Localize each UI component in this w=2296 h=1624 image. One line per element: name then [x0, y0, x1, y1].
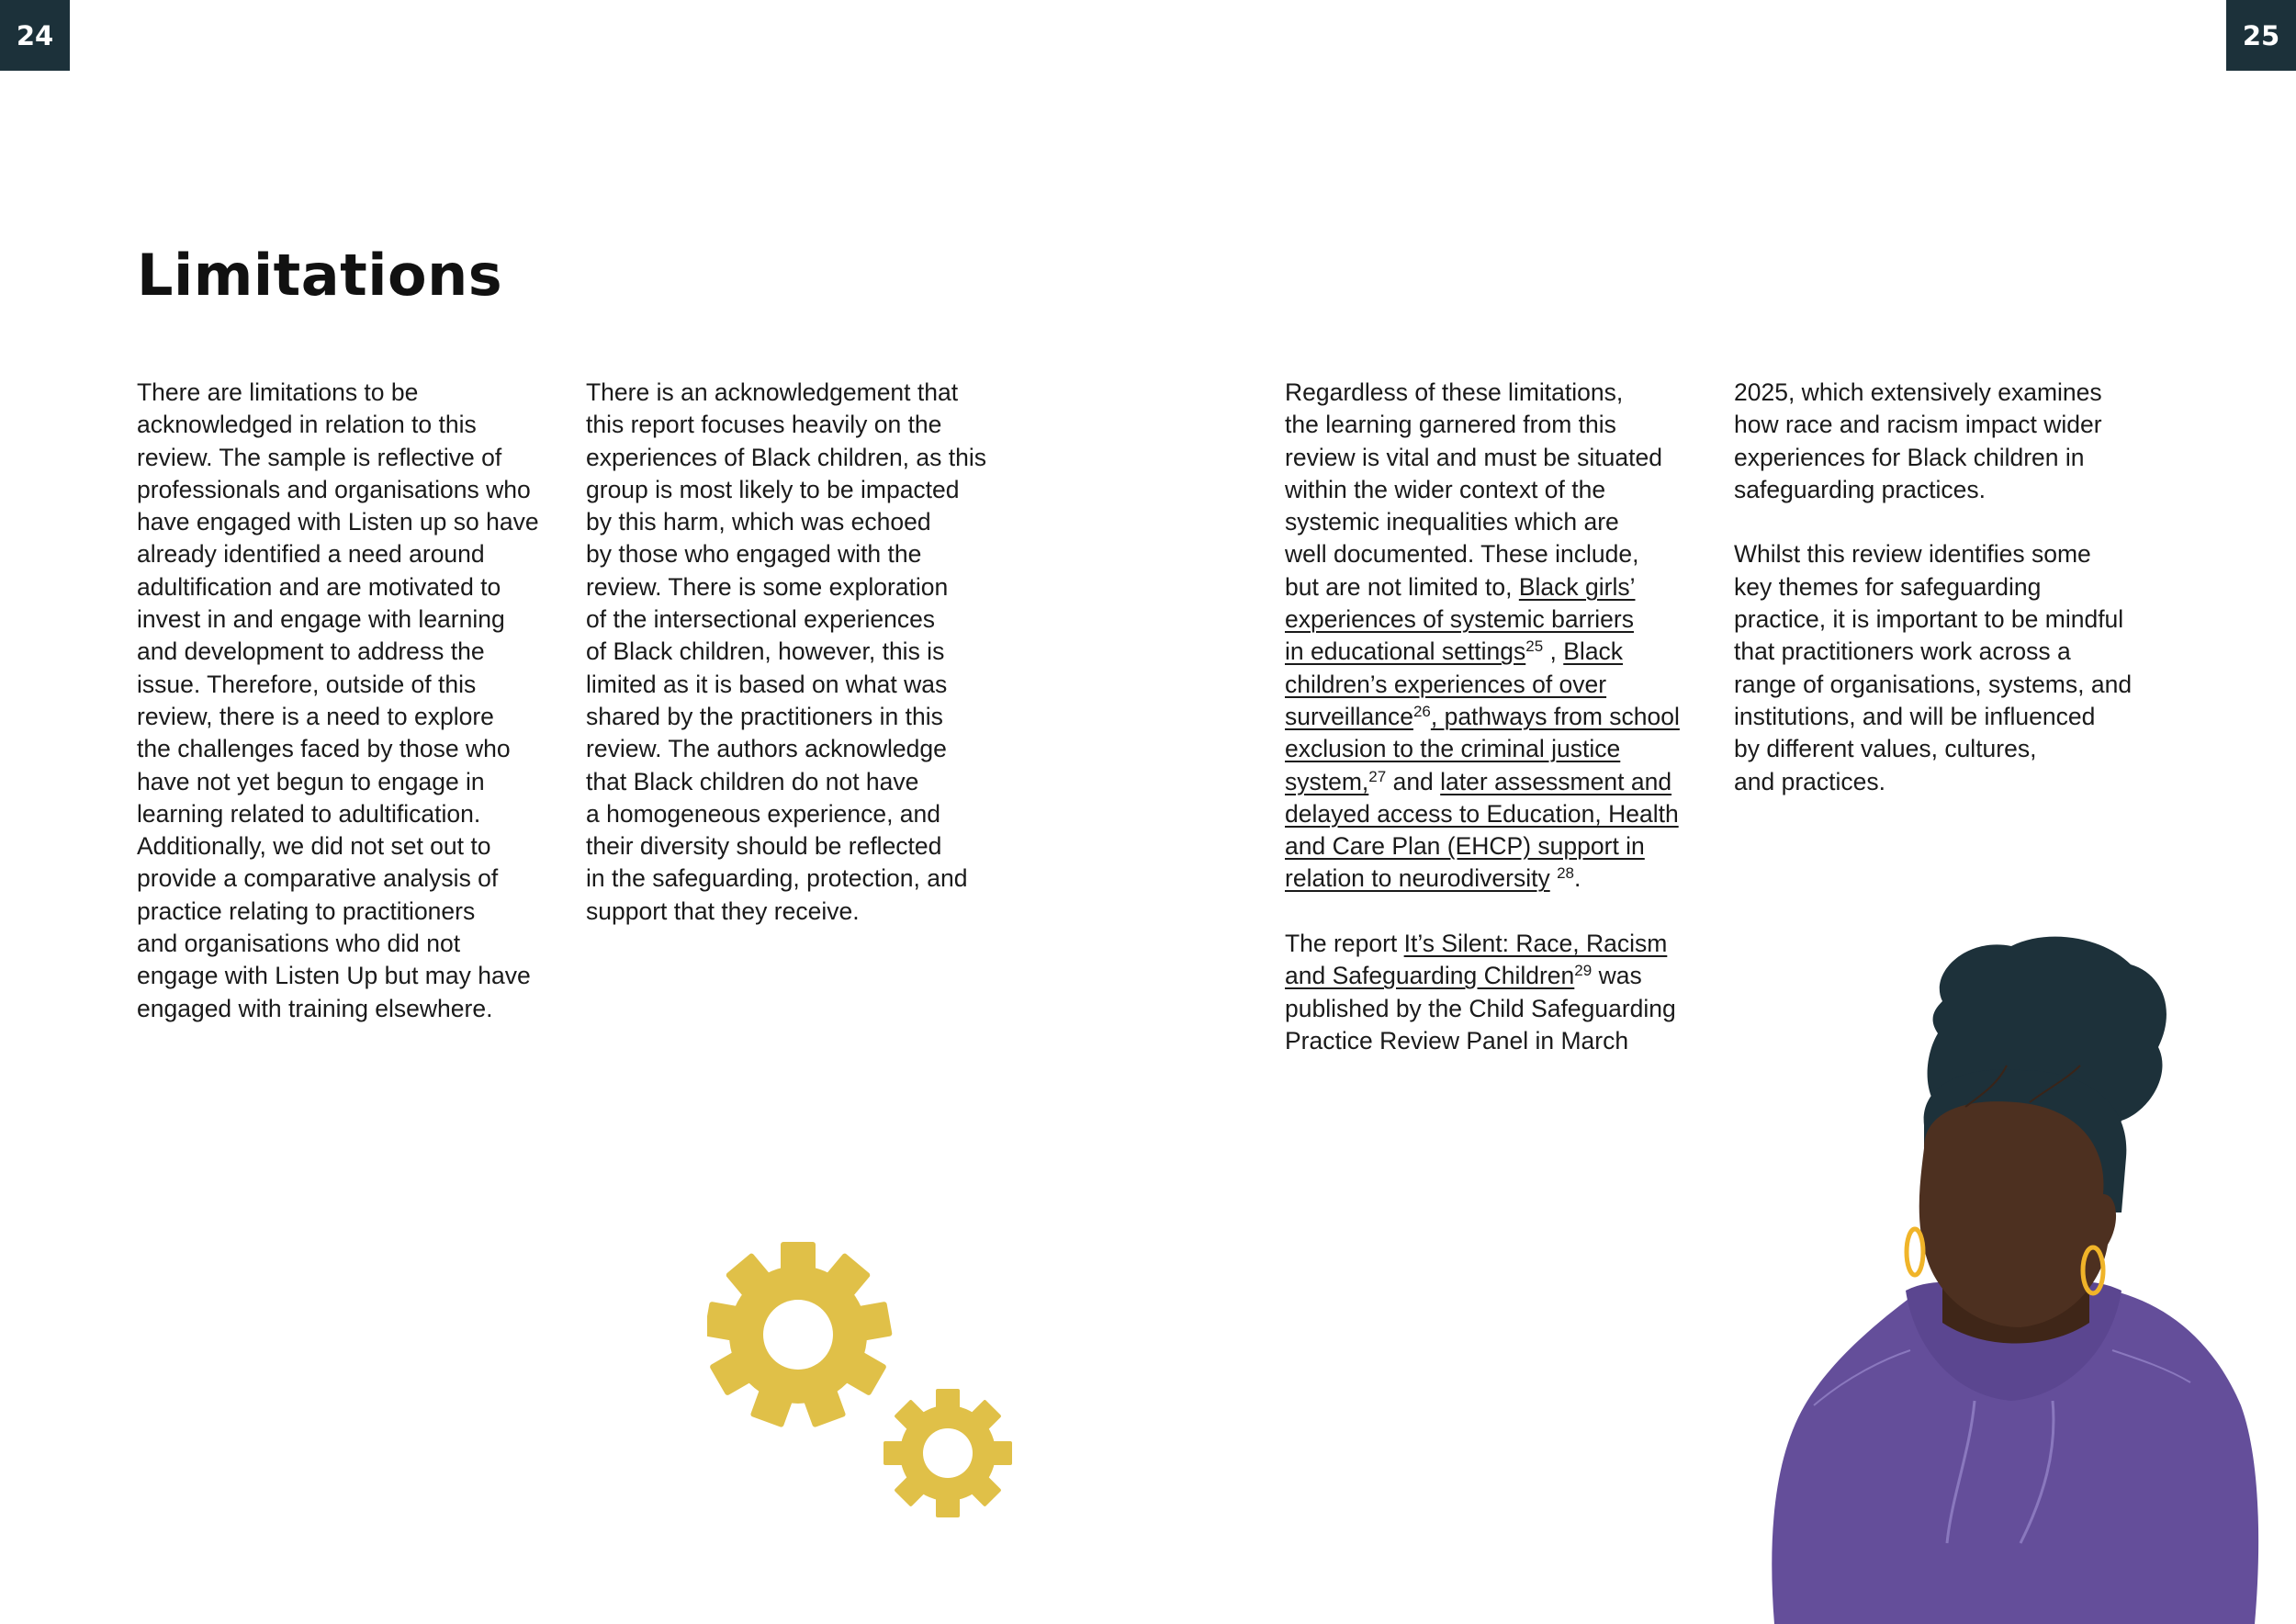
text-line: [1285, 636, 1680, 668]
text-line: well documented. These include,: [1285, 540, 1639, 569]
link-black-girls-experiences[interactable]: Black girls’: [1518, 572, 1636, 601]
page-number-right: 25: [2226, 0, 2296, 71]
text-fragment: was: [1592, 962, 1642, 990]
person-illustration: [1763, 932, 2278, 1624]
text-line: [1285, 701, 1680, 733]
text-line: this report focuses heavily on the: [586, 411, 942, 439]
footnote-ref: 29: [1574, 962, 1593, 980]
text-fragment: ,: [1543, 637, 1564, 666]
text-line: [1285, 960, 1680, 992]
text-line: There are limitations to be: [137, 378, 419, 406]
text-line: shared by the practitioners in this: [586, 702, 943, 730]
text-line: There is an acknowledgement that: [586, 378, 959, 406]
text-line: [1285, 571, 1680, 603]
link-black-girls-experiences[interactable]: in educational settings: [1285, 637, 1526, 666]
link-ehcp-neurodiversity[interactable]: delayed access to Education, Health: [1285, 799, 1679, 828]
text-line: limited as it is based on what was: [586, 670, 948, 698]
text-line: [1285, 766, 1680, 798]
text-fragment: and: [1386, 767, 1441, 795]
text-line: learning related to adultification.: [137, 799, 481, 828]
text-line: and practices.: [1734, 767, 1885, 795]
text-line: the learning garnered from this: [1285, 411, 1616, 439]
text-line: already identified a need around: [137, 540, 485, 569]
footnote-ref: 27: [1368, 767, 1387, 785]
footnote-ref: 25: [1525, 637, 1544, 656]
text-line: issue. Therefore, outside of this: [137, 670, 477, 698]
text-line: review. The sample is reflective of: [137, 443, 502, 471]
text-line: invest in and engage with learning: [137, 605, 505, 634]
text-line: key themes for safeguarding: [1734, 572, 2042, 601]
text-line: by those who engaged with the: [586, 540, 922, 569]
text-line: of Black children, however, this is: [586, 637, 945, 666]
text-line: [1285, 669, 1680, 701]
text-line: their diversity should be reflected: [586, 832, 942, 861]
link-ehcp-neurodiversity[interactable]: relation to neurodiversity: [1285, 864, 1550, 893]
link-ehcp-neurodiversity[interactable]: and Care Plan (EHCP) support in: [1285, 832, 1645, 861]
gears-icon: [707, 1240, 1019, 1534]
text-fragment: but are not limited to,: [1285, 572, 1519, 601]
small-gear-icon: [884, 1389, 1012, 1517]
text-line: Additionally, we did not set out to: [137, 832, 491, 861]
text-line: [1285, 603, 1680, 636]
text-line: engage with Listen Up but may have: [137, 962, 531, 990]
text-line: experiences for Black children in: [1734, 443, 2085, 471]
text-line: in the safeguarding, protection, and: [586, 864, 968, 893]
text-line: practice, it is important to be mindful: [1734, 605, 2124, 634]
text-line: [1285, 733, 1680, 765]
text-line: experiences of Black children, as this: [586, 443, 986, 471]
text-line: Whilst this review identifies some: [1734, 540, 2091, 569]
link-ehcp-neurodiversity[interactable]: later assessment and: [1440, 767, 1672, 795]
text-column-2: [586, 377, 986, 928]
link-black-girls-experiences[interactable]: experiences of systemic barriers: [1285, 605, 1634, 634]
text-line: Regardless of these limitations,: [1285, 378, 1624, 406]
text-line: by different values, cultures,: [1734, 735, 2037, 763]
page-number-left: 24: [0, 0, 70, 71]
text-line: 2025, which extensively examines: [1734, 378, 2102, 406]
text-line: support that they receive.: [586, 897, 860, 925]
text-line: Practice Review Panel in March: [1285, 1026, 1629, 1054]
text-line: [1285, 830, 1680, 863]
text-line: have engaged with Listen up so have: [137, 508, 539, 536]
footnote-ref: 28: [1557, 864, 1575, 883]
footnote-ref: 26: [1412, 702, 1431, 720]
text-line: within the wider context of the: [1285, 475, 1606, 503]
text-line: adultification and are motivated to: [137, 572, 501, 601]
text-line: of the intersectional experiences: [586, 605, 936, 634]
text-line: that practitioners work across a: [1734, 637, 2071, 666]
text-line: have not yet begun to engage in: [137, 767, 485, 795]
text-line: systemic inequalities which are: [1285, 508, 1619, 536]
text-fragment: .: [1574, 864, 1581, 893]
text-line: [1285, 798, 1680, 830]
text-line: review, there is a need to explore: [137, 702, 494, 730]
text-column-3: [1285, 377, 1680, 1057]
link-pathways-exclusion[interactable]: , pathways from school: [1430, 702, 1680, 730]
text-line: group is most likely to be impacted: [586, 475, 960, 503]
text-line: how race and racism impact wider: [1734, 411, 2102, 439]
link-black-childrens-surveillance[interactable]: surveillance: [1285, 702, 1413, 730]
text-line: review. There is some exploration: [586, 572, 949, 601]
text-fragment: [1550, 864, 1557, 892]
text-line: the challenges faced by those who: [137, 735, 511, 763]
text-line: range of organisations, systems, and: [1734, 670, 2133, 698]
text-line: professionals and organisations who: [137, 475, 531, 503]
link-black-childrens-surveillance[interactable]: children’s experiences of over: [1285, 670, 1607, 698]
text-line: institutions, and will be influenced: [1734, 702, 2096, 730]
text-line: acknowledged in relation to this: [137, 411, 477, 439]
text-line: and development to address the: [137, 637, 485, 666]
text-line: practice relating to practitioners: [137, 897, 476, 925]
large-gear-icon: [707, 1242, 893, 1427]
text-line: safeguarding practices.: [1734, 475, 1986, 503]
text-line: review. The authors acknowledge: [586, 735, 947, 763]
text-line: published by the Child Safeguarding: [1285, 994, 1676, 1022]
link-black-childrens-surveillance[interactable]: Black: [1563, 637, 1624, 666]
link-pathways-exclusion[interactable]: system,: [1285, 767, 1369, 795]
text-line: provide a comparative analysis of: [137, 864, 499, 893]
text-column-4: [1734, 377, 2132, 798]
text-line: engaged with training elsewhere.: [137, 994, 493, 1022]
earring-left: [1907, 1229, 1923, 1275]
link-its-silent-report[interactable]: It’s Silent: Race, Racism: [1403, 930, 1668, 958]
text-line: [1285, 928, 1680, 960]
text-fragment: The report: [1285, 930, 1404, 958]
text-line: a homogeneous experience, and: [586, 799, 941, 828]
text-line: by this harm, which was echoed: [586, 508, 931, 536]
text-line: review is vital and must be situated: [1285, 443, 1662, 471]
section-title: Limitations: [137, 242, 503, 309]
text-line: that Black children do not have: [586, 767, 919, 795]
link-its-silent-report[interactable]: and Safeguarding Children: [1285, 962, 1575, 990]
text-column-1: [137, 377, 539, 1025]
text-line: and organisations who did not: [137, 930, 461, 958]
text-line: [1285, 863, 1680, 895]
link-pathways-exclusion[interactable]: exclusion to the criminal justice: [1285, 735, 1621, 763]
